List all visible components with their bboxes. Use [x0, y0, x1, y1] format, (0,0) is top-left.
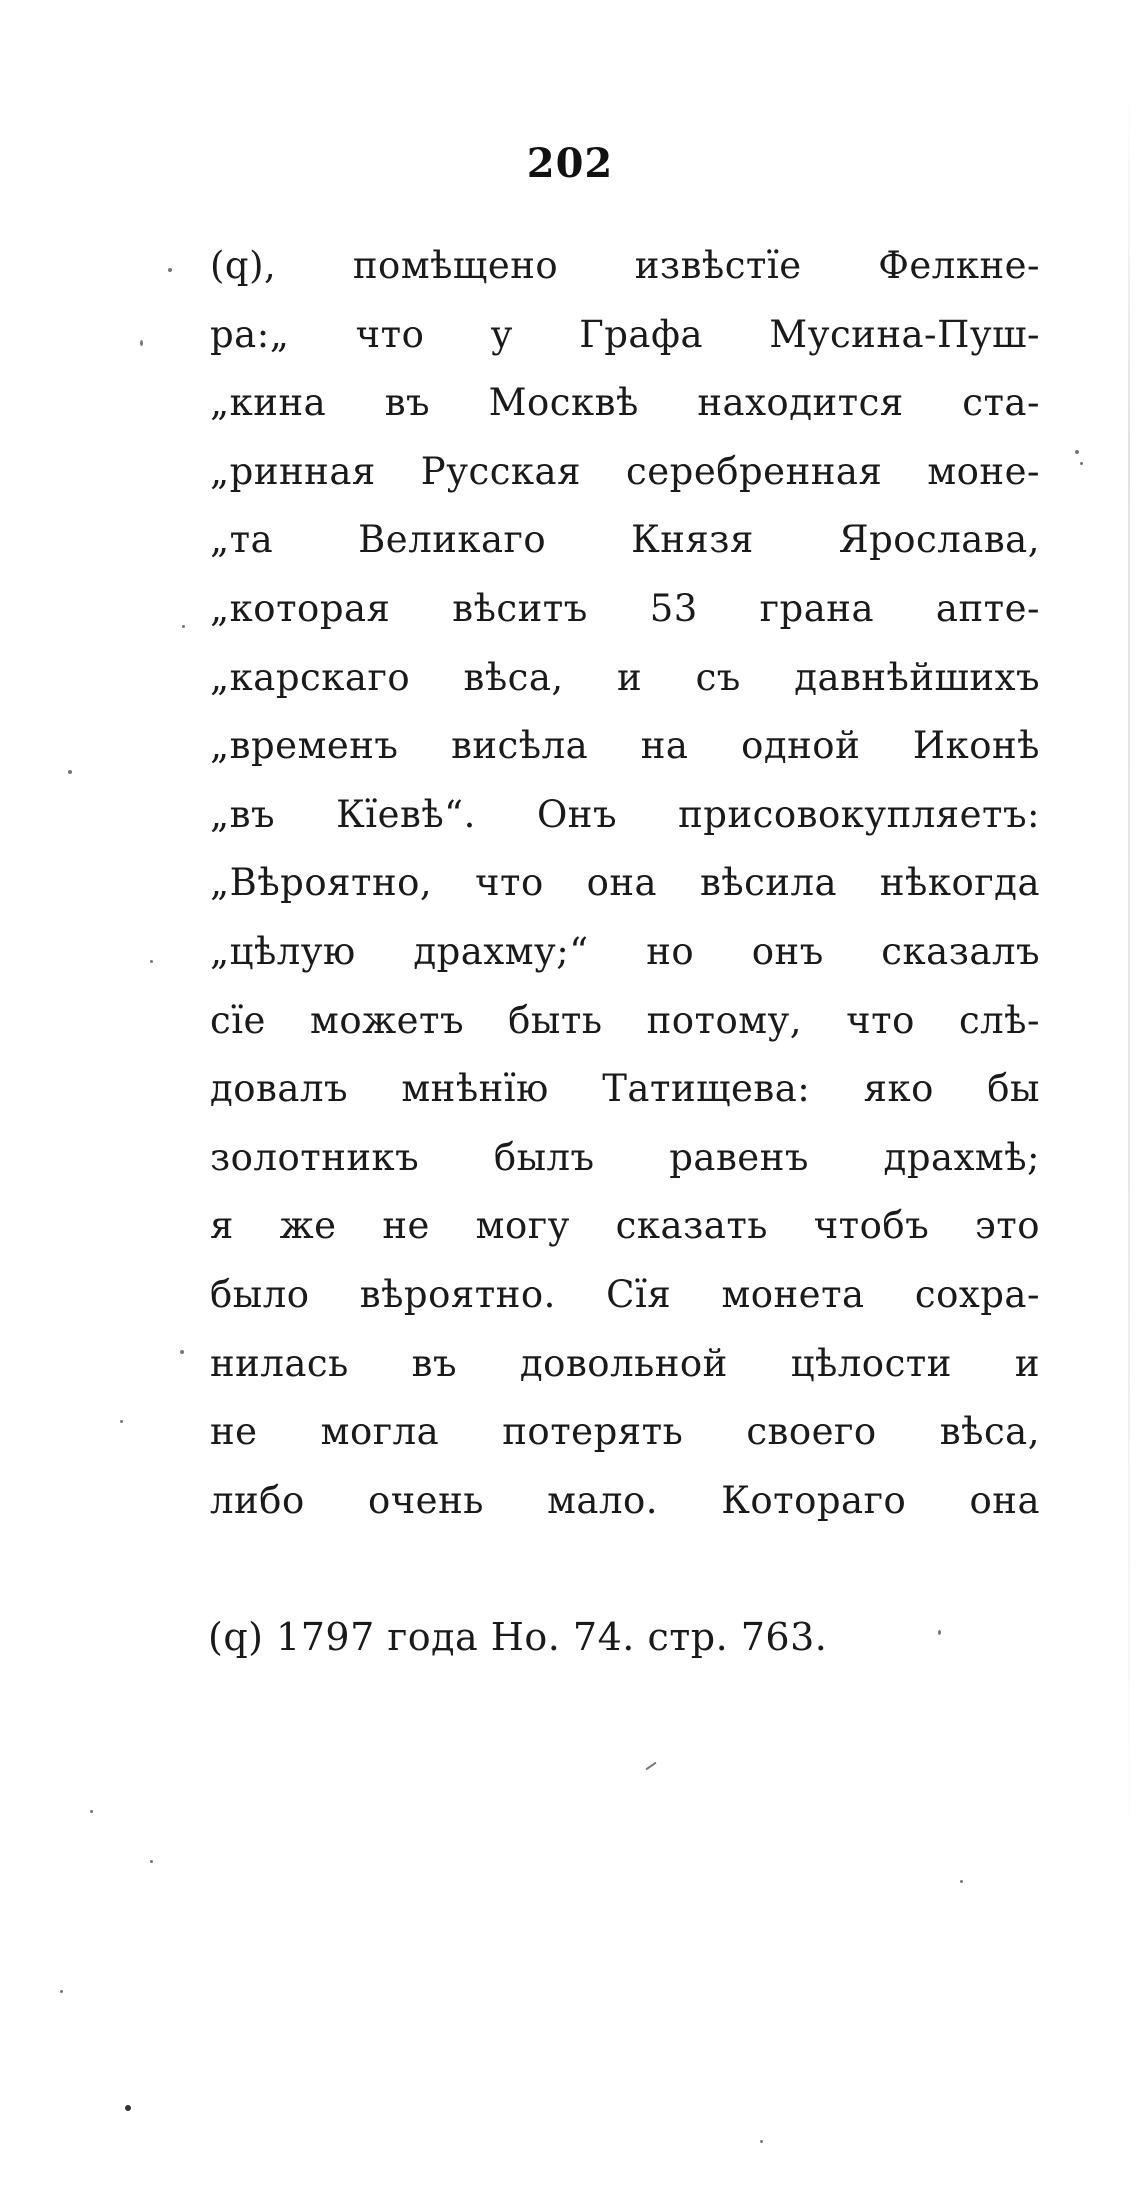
page-edge-shadow	[1128, 80, 1130, 1880]
scan-speck	[938, 1630, 941, 1635]
text-line: „кина въ Москвѣ находится ста-	[210, 381, 1040, 425]
text-line: я же не могу сказать чтобъ это	[210, 1204, 1040, 1248]
text-line: „въ Кїевѣ“. Онъ присовокупляетъ:	[210, 792, 1040, 836]
scan-speck	[760, 2140, 763, 2143]
scan-speck	[1080, 462, 1083, 465]
text-line: „карскаго вѣса, и съ давнѣйшихъ	[210, 655, 1040, 699]
scan-speck	[182, 625, 185, 628]
scan-speck	[150, 1860, 153, 1863]
text-line: „та Великаго Князя Ярослава,	[210, 518, 1040, 562]
scan-speck	[168, 268, 172, 272]
footnote: (q) 1797 года Но. 74. стр. 763.	[208, 1615, 828, 1659]
text-line: довалъ мнѣнїю Татищева: яко бы	[210, 1067, 1040, 1111]
text-line: золотникъ былъ равенъ драхмѣ;	[210, 1135, 1040, 1179]
scan-speck	[960, 1880, 963, 1883]
scan-speck	[150, 960, 153, 963]
text-line: „временъ висѣла на одной Иконѣ	[210, 724, 1040, 768]
scan-speck	[90, 1810, 93, 1813]
text-line: „ринная Русская серебренная моне-	[210, 449, 1040, 493]
page-number: 202	[526, 140, 614, 187]
scan-speck	[140, 340, 143, 346]
scan-speck	[60, 1990, 63, 1993]
text-line: „цѣлую драхму;“ но онъ сказалъ	[210, 929, 1040, 973]
scan-speck	[1075, 450, 1079, 454]
text-line: не могла потерять своего вѣса,	[210, 1410, 1040, 1454]
scan-speck	[646, 1762, 657, 1771]
scan-speck	[68, 770, 72, 774]
text-line: „которая вѣситъ 53 грана апте-	[210, 586, 1040, 630]
text-line: ра:„ что у Графа Мусина-Пуш-	[210, 312, 1040, 356]
scan-speck	[180, 1350, 184, 1354]
text-line: „Вѣроятно, что она вѣсила нѣкогда	[210, 861, 1040, 905]
scan-speck	[120, 1420, 123, 1423]
text-line: сїе можетъ быть потому, что слѣ-	[210, 998, 1040, 1042]
text-line: либо очень мало. Котораго она	[210, 1478, 1040, 1522]
body-text	[210, 232, 1040, 1535]
text-line: нилась въ довольной цѣлости и	[210, 1341, 1040, 1385]
text-line: было вѣроятно. Сїя монета сохра-	[210, 1272, 1040, 1316]
scan-speck	[125, 2105, 131, 2111]
text-line: (q), помѣщено извѣстїе Фелкне-	[210, 244, 1040, 287]
